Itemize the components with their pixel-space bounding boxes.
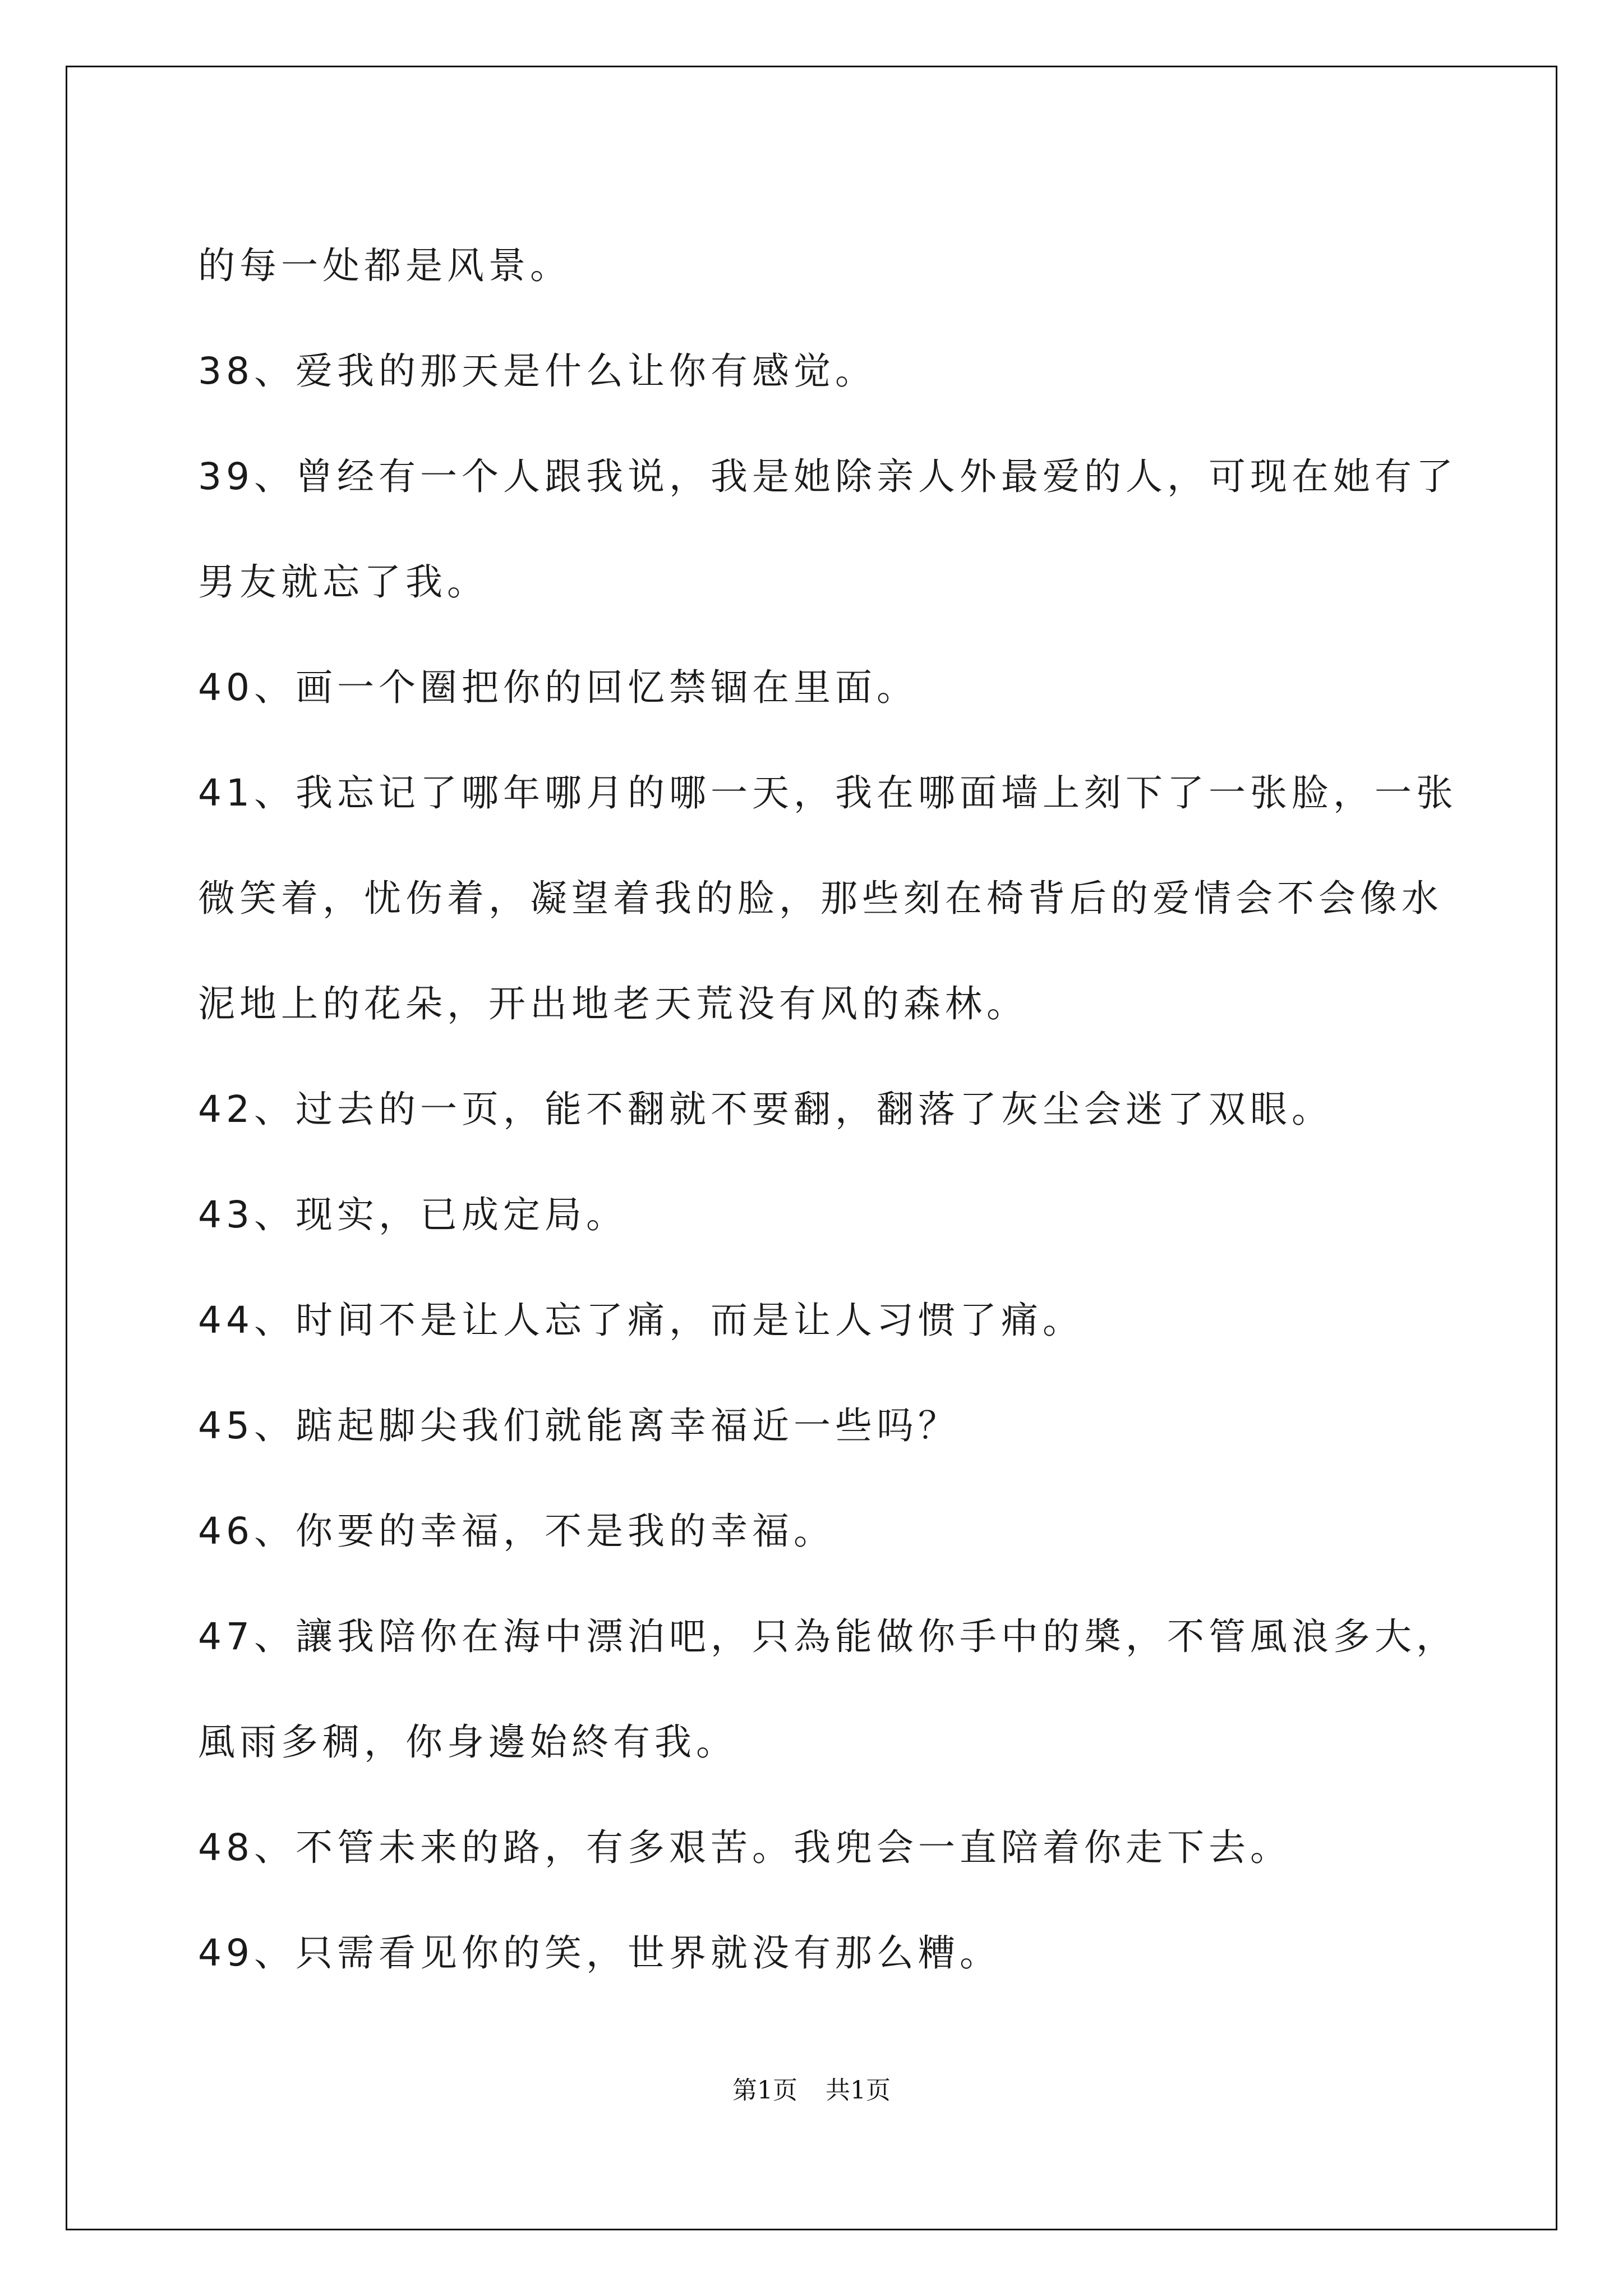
text-line: 44、时间不是让人忘了痛，而是让人习惯了痛。 [198,1299,1084,1342]
text-line: 45、踮起脚尖我们就能离幸福近一些吗？ [198,1404,960,1447]
text-line: 42、过去的一页，能不翻就不要翻，翻落了灰尘会迷了双眼。 [198,1088,1333,1131]
text-line: 風雨多稠，你身邊始終有我。 [198,1720,737,1764]
page-footer [0,2070,1623,2106]
text-line: 41、我忘记了哪年哪月的哪一天，我在哪面墙上刻下了一张脸，一张 [198,771,1458,815]
text-line: 49、只需看见你的笑，世界就没有那么糟。 [198,1931,1001,1975]
text-line: 46、你要的幸福，不是我的幸福。 [198,1510,835,1553]
text-line: 40、画一个圈把你的回忆禁锢在里面。 [198,666,918,709]
text-line: 的每一处都是风景。 [198,244,571,287]
text-line: 47、讓我陪你在海中漂泊吧，只為能做你手中的槳，不管風浪多大， [198,1615,1458,1658]
document-body [198,213,1465,2006]
text-line: 男友就忘了我。 [198,560,488,604]
text-line: 43、现实，已成定局。 [198,1193,628,1236]
page-number-total: 共1页 [826,2076,891,2105]
page-number-current: 第1页 [732,2076,797,2105]
text-line: 38、爱我的那天是什么让你有感觉。 [198,349,877,393]
text-line: 微笑着，忧伤着，凝望着我的脸，那些刻在椅背后的爱情会不会像水 [198,877,1443,920]
text-line: 39、曾经有一个人跟我说，我是她除亲人外最爱的人，可现在她有了 [198,455,1458,498]
text-line: 48、不管未来的路，有多艰苦。我兜会一直陪着你走下去。 [198,1826,1292,1869]
text-line: 泥地上的花朵，开出地老天荒没有风的森林。 [198,982,1028,1025]
